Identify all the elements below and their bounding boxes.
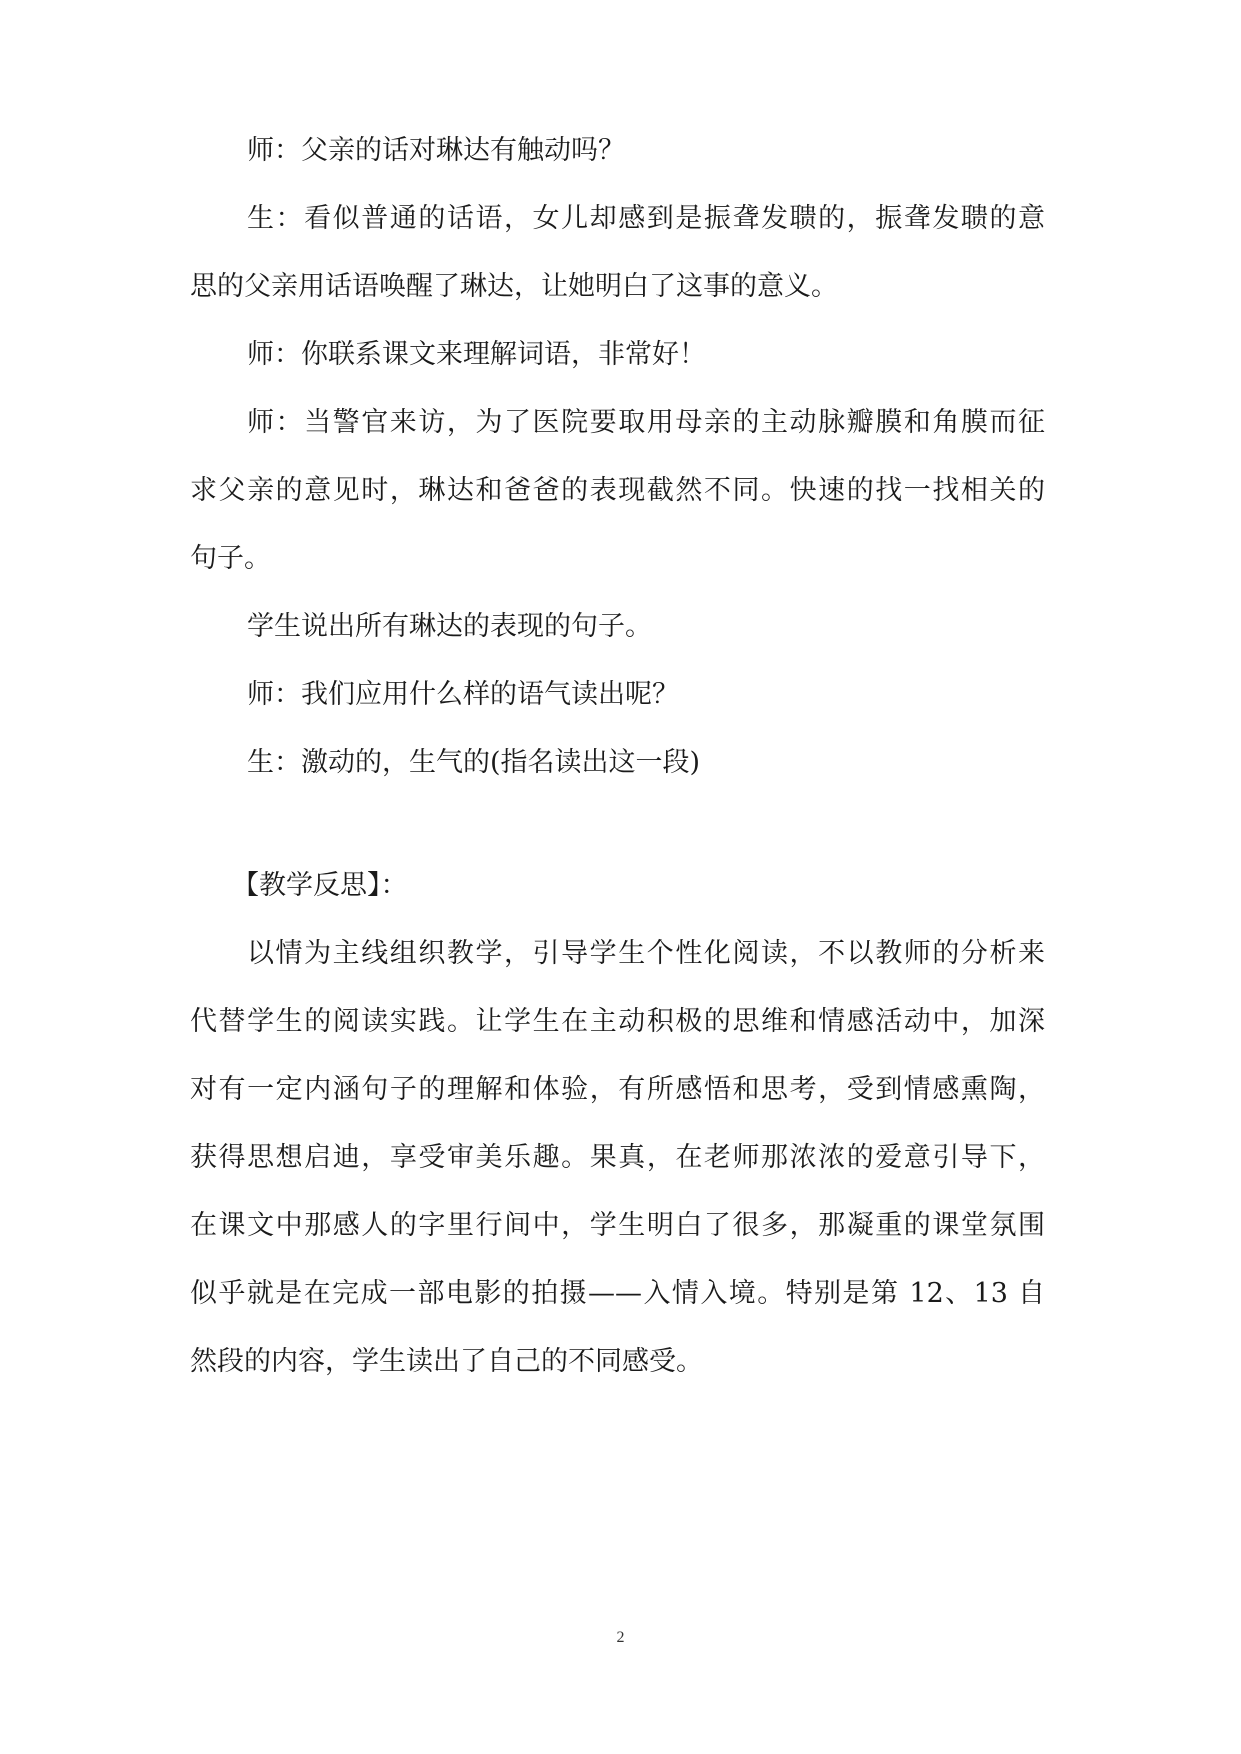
dialogue-teacher-line: 师：当警官来访，为了医院要取用母亲的主动脉瓣膜和角膜而征 bbox=[247, 407, 1045, 438]
reflection-paragraph-line: 以情为主线组织教学，引导学生个性化阅读，不以教师的分析来 bbox=[247, 938, 1045, 969]
reflection-paragraph-line: 对有一定内涵句子的理解和体验，有所感悟和思考，受到情感熏陶， bbox=[190, 1074, 1045, 1105]
dialogue-student-line: 生：激动的，生气的(指名读出这一段) bbox=[247, 747, 701, 778]
reflection-paragraph-line: 代替学生的阅读实践。让学生在主动积极的思维和情感活动中，加深 bbox=[190, 1006, 1045, 1037]
reflection-paragraph-line: 然段的内容，学生读出了自己的不同感受。 bbox=[190, 1346, 703, 1377]
dialogue-teacher-line: 师：你联系课文来理解词语，非常好！ bbox=[247, 339, 706, 370]
dialogue-teacher-line: 师：父亲的话对琳达有触动吗？ bbox=[247, 135, 625, 166]
dialogue-teacher-line-cont: 句子。 bbox=[190, 543, 271, 574]
reflection-paragraph-line: 在课文中那感人的字里行间中，学生明白了很多，那凝重的课堂氛围 bbox=[190, 1210, 1045, 1241]
narration-line: 学生说出所有琳达的表现的句子。 bbox=[247, 611, 652, 642]
dialogue-teacher-line-cont: 求父亲的意见时，琳达和爸爸的表现截然不同。快速的找一找相关的 bbox=[190, 475, 1045, 506]
reflection-paragraph-line: 获得思想启迪，享受审美乐趣。果真，在老师那浓浓的爱意引导下， bbox=[190, 1142, 1045, 1173]
dialogue-student-line-cont: 思的父亲用话语唤醒了琳达，让她明白了这事的意义。 bbox=[190, 271, 838, 302]
dialogue-student-line: 生：看似普通的话语，女儿却感到是振聋发聩的，振聋发聩的意 bbox=[247, 203, 1045, 234]
dialogue-teacher-line: 师：我们应用什么样的语气读出呢？ bbox=[247, 679, 679, 710]
reflection-paragraph-line: 似乎就是在完成一部电影的拍摄——入情入境。特别是第 12、13 自 bbox=[190, 1278, 1045, 1309]
section-heading: 【教学反思】： bbox=[232, 870, 408, 901]
page-number: 2 bbox=[616, 1629, 625, 1646]
